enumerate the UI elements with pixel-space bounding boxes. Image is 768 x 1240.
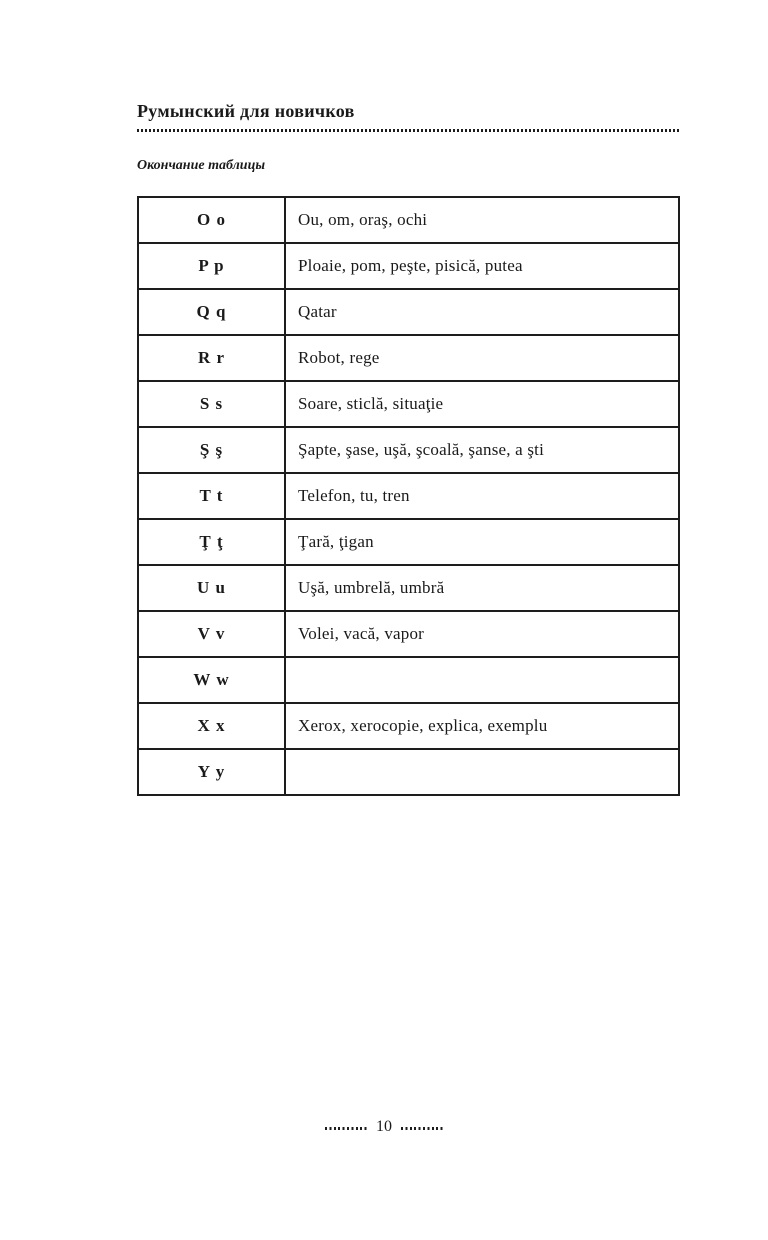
examples-cell — [285, 749, 679, 795]
table-row — [138, 197, 679, 243]
page-number: 10 — [376, 1118, 392, 1135]
letter-cell: V v — [138, 611, 285, 657]
examples-cell — [285, 657, 679, 703]
table-row — [138, 749, 679, 795]
table-row — [138, 611, 679, 657]
letter-cell: U u — [138, 565, 285, 611]
table-row — [138, 289, 679, 335]
letter-cell: P p — [138, 243, 285, 289]
page-footer — [0, 1114, 768, 1140]
examples-cell: Ţară, ţigan — [285, 519, 679, 565]
letter-cell: S s — [138, 381, 285, 427]
running-header: Румынский для новичков — [137, 101, 355, 121]
examples-cell: Ploaie, pom, peşte, pisică, putea — [285, 243, 679, 289]
examples-cell: Soare, sticlă, situaţie — [285, 381, 679, 427]
table-caption: Окончание таблицы — [137, 158, 266, 173]
table-row — [138, 381, 679, 427]
footer-dotted-rule-right — [401, 1127, 443, 1130]
letter-cell: O o — [138, 197, 285, 243]
examples-cell: Ou, om, oraş, ochi — [285, 197, 679, 243]
table-row — [138, 335, 679, 381]
examples-cell: Telefon, tu, tren — [285, 473, 679, 519]
examples-cell: Şapte, şase, uşă, şcoală, şanse, a şti — [285, 427, 679, 473]
letter-cell: Q q — [138, 289, 285, 335]
examples-cell: Uşă, umbrelă, umbră — [285, 565, 679, 611]
alphabet-table — [137, 196, 680, 796]
letter-cell: Y y — [138, 749, 285, 795]
table-row — [138, 565, 679, 611]
table-row — [138, 519, 679, 565]
table-row — [138, 427, 679, 473]
letter-cell: R r — [138, 335, 285, 381]
letter-cell: Ş ş — [138, 427, 285, 473]
examples-cell: Qatar — [285, 289, 679, 335]
examples-cell: Volei, vacă, vapor — [285, 611, 679, 657]
table-row — [138, 243, 679, 289]
letter-cell: X x — [138, 703, 285, 749]
table-row — [138, 657, 679, 703]
letter-cell: Ţ ţ — [138, 519, 285, 565]
letter-cell: T t — [138, 473, 285, 519]
examples-cell: Xerox, xerocopie, explica, exemplu — [285, 703, 679, 749]
letter-cell: W w — [138, 657, 285, 703]
table-row — [138, 473, 679, 519]
footer-dotted-rule-left — [325, 1127, 367, 1130]
examples-cell: Robot, rege — [285, 335, 679, 381]
table-row — [138, 703, 679, 749]
header-dotted-rule — [137, 129, 680, 132]
